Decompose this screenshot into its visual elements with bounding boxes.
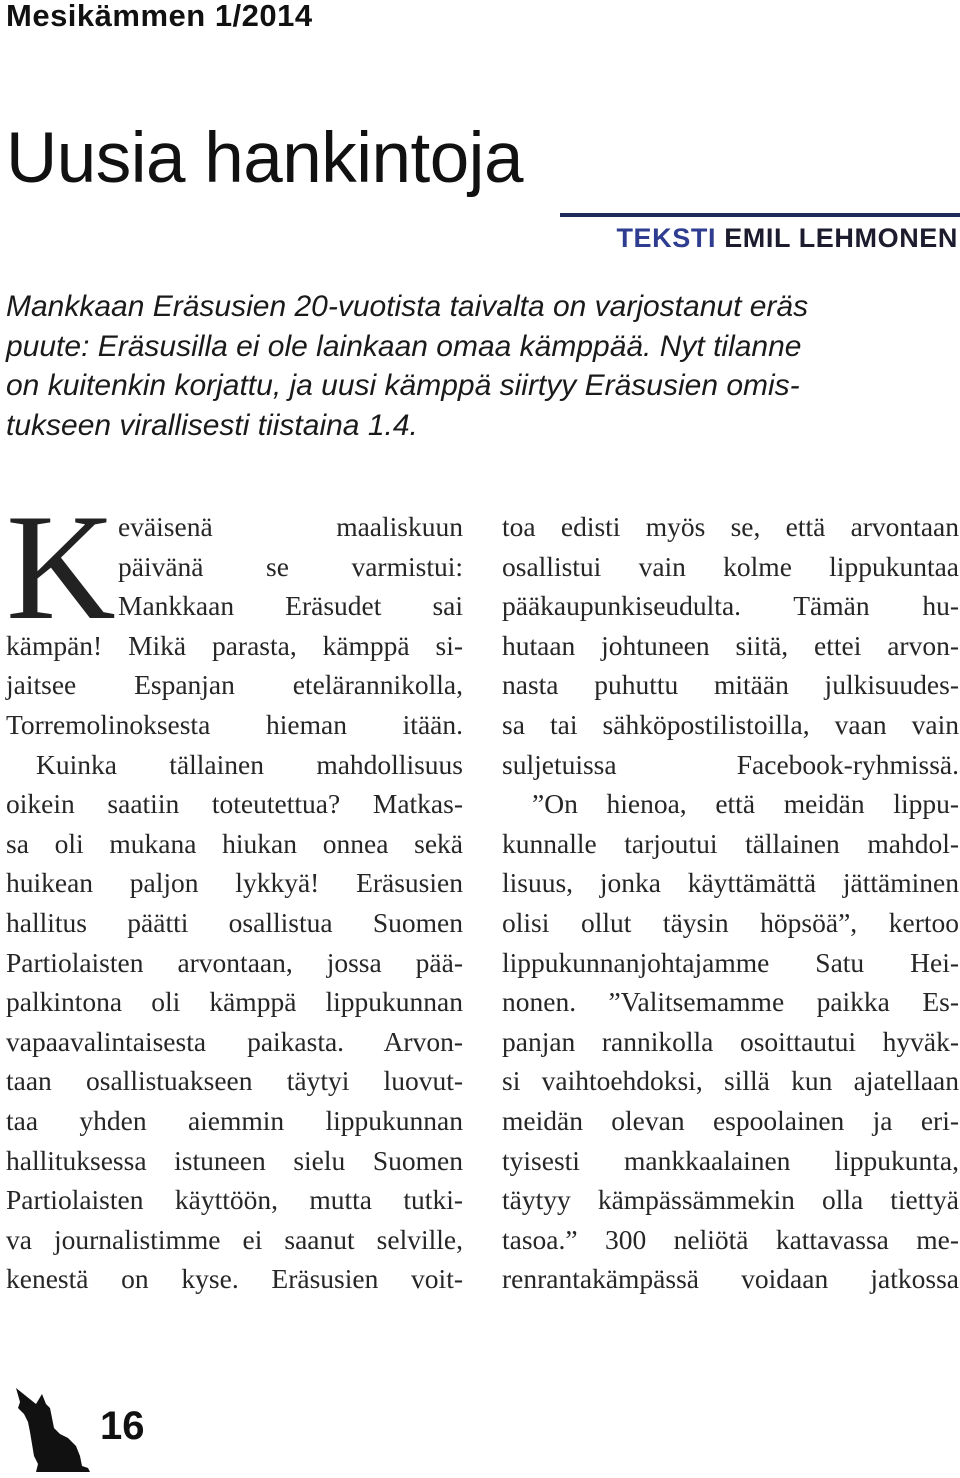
body-line: taan osallistuakseen täytyi luovut- [6, 1065, 463, 1097]
body-line: kenestä on kyse. Eräsusien voit- [6, 1263, 463, 1295]
body-line: täytyy kämpässämmekin olla tiettyä [502, 1184, 959, 1216]
body-line: suljetuissa Facebook-ryhmissä. [502, 748, 959, 780]
title-divider [560, 213, 960, 217]
ingress-line: puute: Eräsusilla ei ole lainkaan omaa kämppää. Nyt tilanne [6, 329, 802, 363]
body-line: hutaan johtuneen siitä, ettei arvon- [502, 629, 959, 661]
body-line: tyisesti mankkaalainen lippukunta, [502, 1144, 959, 1176]
body-line: tasoa.” 300 neliötä kattavassa me- [502, 1223, 959, 1255]
article-title: Uusia hankintoja [6, 119, 523, 198]
body-line: lippukunnanjohtajamme Satu Hei- [502, 946, 959, 978]
body-line: kunnalle tarjoutui tällainen mahdol- [502, 827, 959, 859]
body-line: oikein saatiin toteutettua? Matkas- [6, 788, 463, 820]
body-line: va journalistimme ei saanut selville, [6, 1223, 463, 1255]
body-line: hallitus päätti osallistua Suomen [6, 906, 463, 938]
body-line: kämpän! Mikä parasta, kämppä si- [6, 629, 463, 661]
body-line: sa oli mukana hiukan onnea sekä [6, 827, 463, 859]
howling-wolf-icon [6, 1382, 96, 1474]
body-line: sa tai sähköpostilistoilla, vaan vain [502, 708, 959, 740]
ingress-line: Mankkaan Eräsusien 20-vuotista taivalta on varjostanut eräs [6, 290, 809, 323]
body-column-right [502, 507, 959, 1299]
body-line: Torremolinoksesta hieman itään. [6, 708, 463, 740]
body-line: Mankkaan Eräsudet sai [118, 590, 463, 622]
body-line: Partiolaisten käyttöön, mutta tutki- [6, 1184, 463, 1216]
body-line: toa edisti myös se, että arvontaan [502, 511, 959, 542]
body-line: vapaavalintaisesta paikasta. Arvon- [6, 1025, 463, 1057]
byline [616, 223, 958, 254]
body-line: si vaihtoehdoksi, sillä kun ajatellaan [502, 1065, 959, 1097]
ingress-line: on kuitenkin korjattu, ja uusi kämppä siirtyy Eräsusien omis- [6, 369, 800, 402]
body-line: Kuinka tällainen mahdollisuus [36, 748, 463, 780]
body-line: meidän olevan espoolainen ja eri- [502, 1104, 959, 1136]
body-line: renrantakämpässä voidaan jatkossa [502, 1263, 959, 1295]
byline-label: TEKSTI [616, 223, 717, 253]
body-line: Partiolaisten arvontaan, jossa pää- [6, 946, 463, 978]
body-line: taa yhden aiemmin lippukunnan [6, 1104, 463, 1136]
body-line: pääkaupunkiseudulta. Tämän hu- [502, 590, 959, 622]
article-ingress [6, 287, 956, 445]
body-line: nonen. ”Valitsemamme paikka Es- [502, 986, 959, 1018]
body-line: hallituksessa istuneen sielu Suomen [6, 1144, 463, 1176]
drop-cap: K [6, 483, 116, 651]
body-line: lisuus, jonka käyttämättä jättäminen [502, 867, 959, 899]
body-line: palkintona oli kämppä lippukunnan [6, 986, 463, 1018]
page-number: 16 [100, 1404, 145, 1448]
body-line: ”On hienoa, että meidän lippu- [532, 788, 959, 820]
byline-author: EMIL LEHMONEN [724, 223, 958, 253]
body-line: osallistui vain kolme lippukuntaa [502, 550, 959, 582]
body-line: panjan rannikolla osoittautui hyväk- [502, 1025, 959, 1057]
body-line: jaitsee Espanjan etelärannikolla, [6, 669, 463, 701]
body-line: huikean paljon lykkyä! Eräsusien [6, 867, 463, 899]
body-line: päivänä se varmistui: [118, 550, 463, 582]
body-column-left [6, 483, 463, 1299]
body-line: eväisenä maaliskuun [118, 511, 463, 542]
magazine-issue-header: Mesikämmen 1/2014 [6, 0, 313, 33]
body-line: olisi ollut täysin höpsöä”, kertoo [502, 906, 959, 938]
body-line: nasta puhuttu mitään julkisuudes- [502, 669, 959, 701]
ingress-line: tukseen virallisesti tiistaina 1.4. [6, 408, 418, 442]
